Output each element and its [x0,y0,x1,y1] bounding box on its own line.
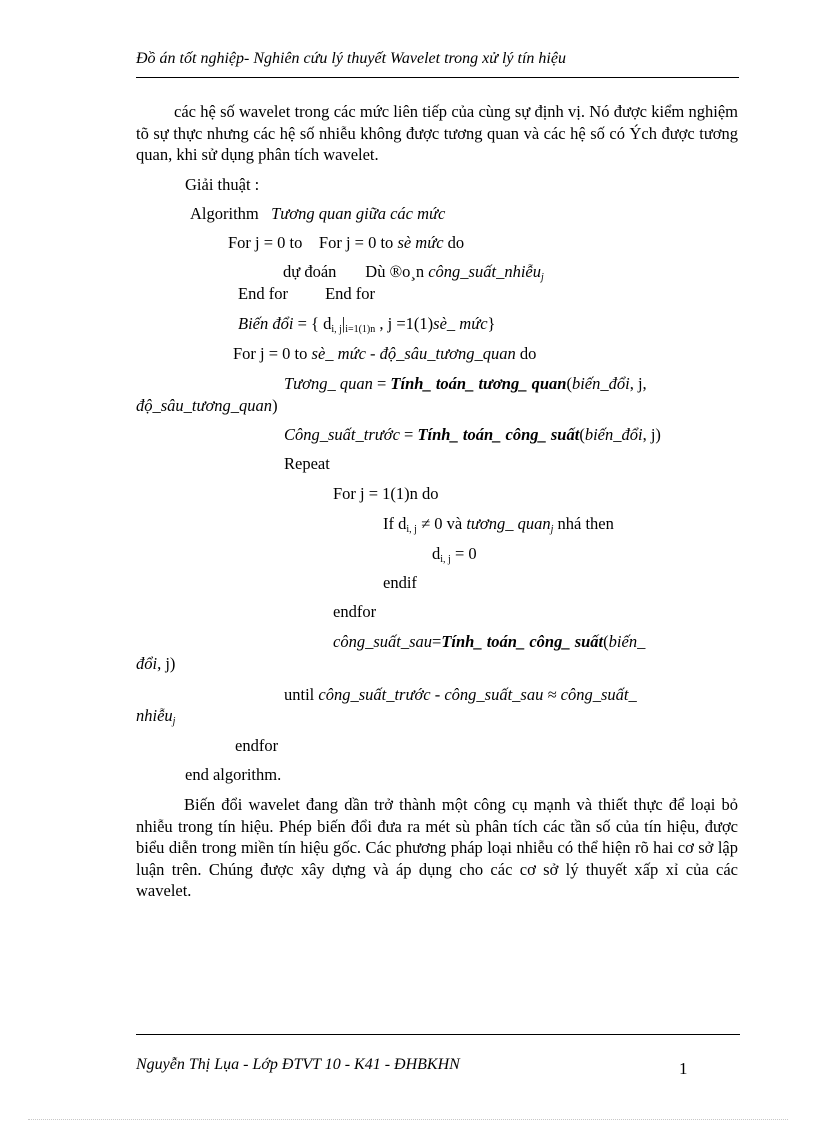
repeat-line: Repeat [284,454,330,473]
power-before-line: Công_suất_trước = Tính_ toán_ công_ suất(biến_đổi, j) [284,425,661,444]
intro-paragraph: các hệ số wavelet trong các mức liên tiếp của cùng sự định vị. Nó được kiểm nghiệm tõ sự thực nhưng các hệ số nhiễu không được tương quan và các hệ số có Ých được tương quan, khi sử dụng phân tích wavelet. [136,102,738,164]
kw-algorithm: Algorithm [190,204,259,223]
assign-line: $d_{i, j} = 0$ [432,544,477,565]
predict-line: dự đoán Dù ®o¸n công_suất_nhiễu$_j$ [283,262,544,283]
endfor-inner-line: endfor [333,602,377,621]
end-algorithm-line: end algorithm. [185,765,282,784]
for-line-1: For j = 0 to For j = 0 to sè mức do [228,233,465,252]
endif-line: endif [383,573,417,592]
power-after-line-cont: đổi, j) [136,654,176,673]
page-number: 1 [679,1059,688,1078]
correlation-line: Tương_ quan = Tính_ toán_ tương_ quan(biến_đổi, j, [284,374,647,393]
until-line: until công_suất_trước - công_suất_sau ≈ công_suất_ [284,685,637,704]
algo-header [190,204,445,224]
for-line-2: For j = 0 to sè_ mức - độ_sâu_tương_quan do [233,344,537,363]
until-line-cont: nhiễu$_j$ [136,706,176,727]
algo-label: Giải thuật : [185,175,260,194]
transform-line: Biến đổi = { $d_{i, j}|_{i=1(1)n}$ , j =1(1)sè_ mức} [238,314,496,335]
header-rule [136,77,739,78]
for-inner-line: For j = 1(1)n do [333,484,439,503]
footer-author: Nguyễn Thị Lụa - Lớp ĐTVT 10 - K41 - ĐHBKHN [136,1056,460,1073]
power-after-line: công_suất_sau=Tính_ toán_ công_ suất(biến_ [333,632,646,651]
closing-paragraph: Biến đổi wavelet đang dần trở thành một công cụ mạnh và thiết thực để loại bỏ nhiễu trong tín hiệu. Phép biến đổi đưa ra mét sù phân tích các tần số của tín hiệu, được biểu diễn trong miền tín hiệu gốc. Các phương pháp loại nhiễu có thể hiện rõ hai cơ sở lập luận trên. Chúng được xây dựng và áp dụng cho các cơ sở lý thuyết xấp xỉ của các wavelet. [136,795,738,900]
page-edge-line [28,1119,788,1120]
header-title: Đồ án tốt nghiệp- Nghiên cứu lý thuyết Wavelet trong xử lý tín hiệu [136,50,566,67]
algo-name: Tương quan giữa các mức [271,204,446,223]
endfor-outer-line: endfor [235,736,279,755]
footer-rule [136,1034,740,1035]
end-for-line: End for End for [238,284,376,303]
if-line: If $d_{i, j} \ne 0$ và tương_ quan$_j$ nhá then [383,514,614,535]
correlation-line-cont: độ_sâu_tương_quan) [136,396,278,415]
